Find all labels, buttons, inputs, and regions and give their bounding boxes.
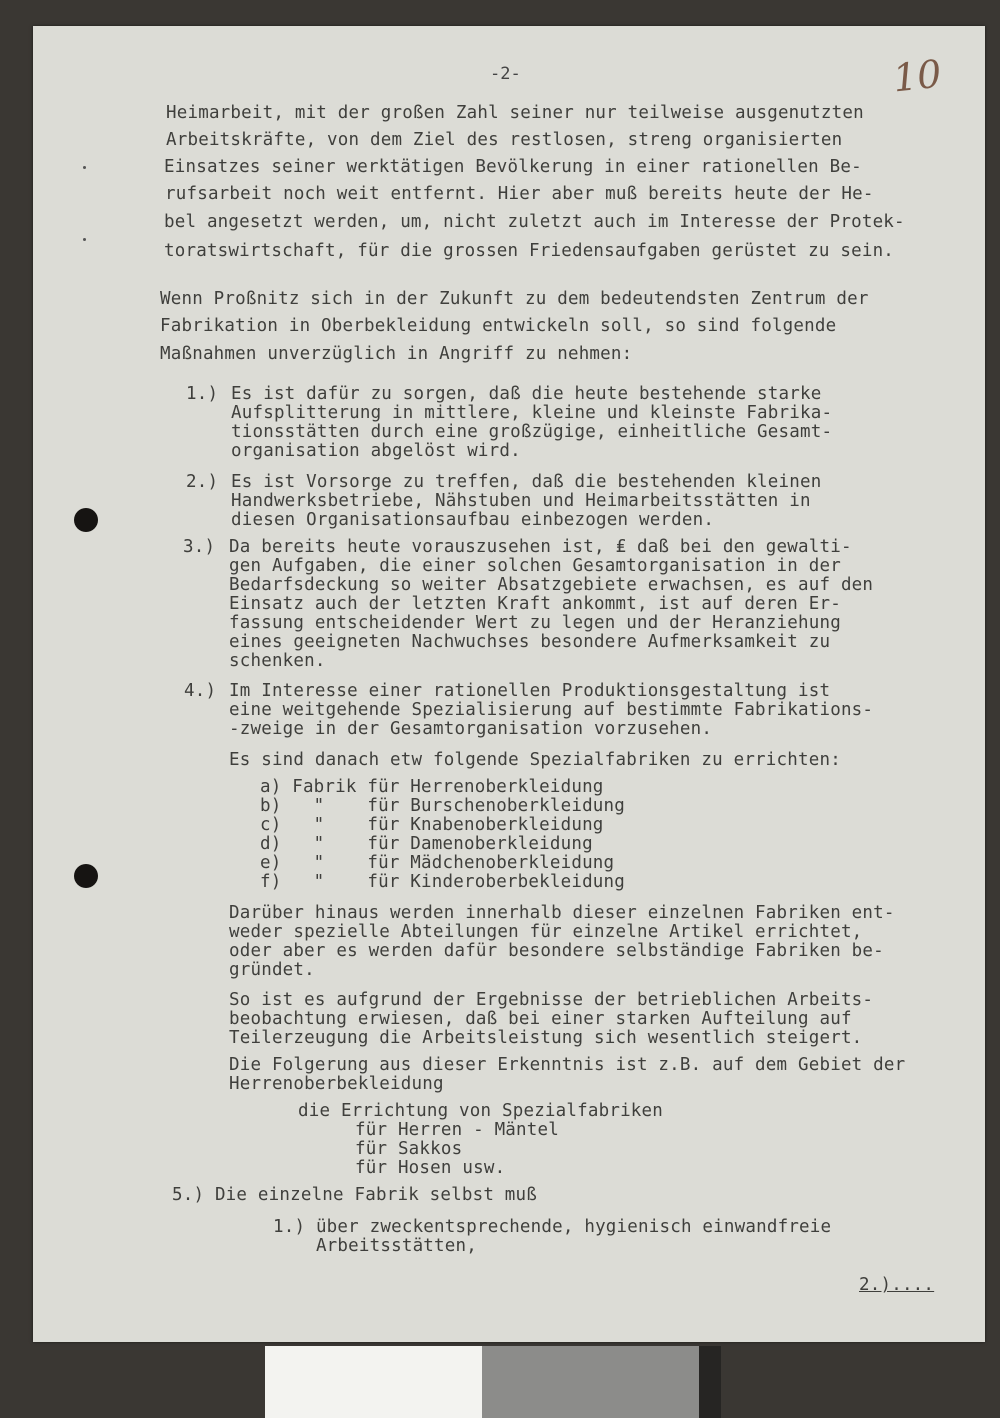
list-item: c) " für Knabenoberkleidung (260, 815, 604, 835)
text-line: weder spezielle Abteilungen für einzelne Artikel errichtet, (229, 922, 863, 942)
text-line: rufsarbeit noch weit entfernt. Hier aber muß bereits heute der He- (165, 184, 874, 204)
page-number: -2- (490, 64, 521, 84)
text-line: Die Folgerung aus dieser Erkenntnis ist z.B. auf dem Gebiet der (229, 1055, 906, 1075)
text-line: Arbeitsstätten, (273, 1236, 477, 1256)
text-line: Einsatzes seiner werktätigen Bevölkerung in einer rationellen Be- (164, 157, 862, 177)
factories-intro: Es sind danach etw folgende Spezialfabriken zu errichten: (229, 750, 841, 770)
text-line: Maßnahmen unverzüglich in Angriff zu nehmen: (160, 344, 633, 364)
text-line: beobachtung erwiesen, daß bei einer starken Aufteilung auf (229, 1009, 852, 1029)
text-line: gründet. (229, 960, 315, 980)
text-line: Wenn Proßnitz sich in der Zukunft zu dem bedeutendsten Zentrum der (160, 289, 869, 309)
text-line: Es ist dafür zu sorgen, daß die heute bestehende starke (231, 384, 822, 404)
text-line: Da bereits heute vorauszusehen ist, ₤ daß bei den gewalti- (229, 537, 852, 557)
text-line: Aufsplitterung in mittlere, kleine und kleinste Fabrika- (231, 403, 833, 423)
list-item: für Herren - Mäntel (355, 1120, 559, 1140)
text-line: Heimarbeit, mit der großen Zahl seiner nur teilweise ausgenutzten (166, 103, 864, 123)
list-item: d) " für Damenoberkleidung (260, 834, 593, 854)
punch-hole-bottom (74, 864, 98, 888)
text-line: bel angesetzt werden, um, nicht zuletzt auch im Interesse der Protek- (164, 212, 905, 232)
text-line: organisation abgelöst wird. (231, 441, 521, 461)
text-line: toratswirtschaft, für die grossen Friedensaufgaben gerüstet zu sein. (164, 241, 895, 261)
list-item: für Hosen usw. (355, 1158, 506, 1178)
text-line: Im Interesse einer rationellen Produktionsgestaltung ist (229, 681, 831, 701)
item-number: 4.) (184, 681, 217, 701)
item-number: 2.) (186, 472, 219, 492)
color-card-black (699, 1346, 721, 1418)
text-line: 1.) über zweckentsprechende, hygienisch einwandfreie (273, 1217, 832, 1237)
text-line: Es ist Vorsorge zu treffen, daß die bestehenden kleinen (231, 472, 822, 492)
text-line: So ist es aufgrund der Ergebnisse der betrieblichen Arbeits- (229, 990, 874, 1010)
continuation-marker: 2.).... (859, 1275, 935, 1295)
color-card-grey (482, 1346, 699, 1418)
text-line: oder aber es werden dafür besondere selbständige Fabriken be- (229, 941, 884, 961)
margin-dot (83, 238, 86, 241)
margin-dot (83, 166, 86, 169)
text-line: fassung entscheidender Wert zu legen und der Heranziehung (229, 613, 841, 633)
text-line: Fabrikation in Oberbekleidung entwickeln soll, so sind folgende (160, 316, 837, 336)
text-line: schenken. (229, 651, 326, 671)
list-item: für Sakkos (355, 1139, 463, 1159)
text-line: Handwerksbetriebe, Nähstuben und Heimarbeitsstätten in (231, 491, 811, 511)
list-item: e) " für Mädchenoberkleidung (260, 853, 615, 873)
list-item: f) " für Kinderoberbekleidung (260, 872, 626, 892)
text-line: -zweige in der Gesamtorganisation vorzusehen. (229, 719, 713, 739)
text-line: eines geeigneten Nachwuchses besondere Aufmerksamkeit zu (229, 632, 831, 652)
item-number: 1.) (186, 384, 219, 404)
text-line: 5.) Die einzelne Fabrik selbst muß (172, 1185, 538, 1205)
text-line: gen Aufgaben, die einer solchen Gesamtorganisation in der (229, 556, 841, 576)
text-line: Bedarfsdeckung so weiter Absatzgebiete erwachsen, es auf den (229, 575, 874, 595)
item-number: 3.) (183, 537, 216, 557)
special-factories-heading: die Errichtung von Spezialfabriken (298, 1101, 664, 1121)
text-line: Einsatz auch der letzten Kraft ankommt, ist auf deren Er- (229, 594, 841, 614)
handwritten-folio-number: 10 (890, 51, 944, 101)
color-card-white (265, 1346, 482, 1418)
text-line: Teilerzeugung die Arbeitsleistung sich wesentlich steigert. (229, 1028, 863, 1048)
list-item: b) " für Burschenoberkleidung (260, 796, 626, 816)
text-line: Herrenoberbekleidung (229, 1074, 444, 1094)
text-line: Darüber hinaus werden innerhalb dieser einzelnen Fabriken ent- (229, 903, 895, 923)
punch-hole-top (74, 508, 98, 532)
text-line: eine weitgehende Spezialisierung auf bestimmte Fabrikations- (229, 700, 874, 720)
text-line: tionsstätten durch eine großzügige, einheitliche Gesamt- (231, 422, 833, 442)
text-line: Arbeitskräfte, von dem Ziel des restlosen, streng organisierten (166, 130, 843, 150)
text-line: diesen Organisationsaufbau einbezogen werden. (231, 510, 715, 530)
list-item: a) Fabrik für Herrenoberkleidung (260, 777, 604, 797)
